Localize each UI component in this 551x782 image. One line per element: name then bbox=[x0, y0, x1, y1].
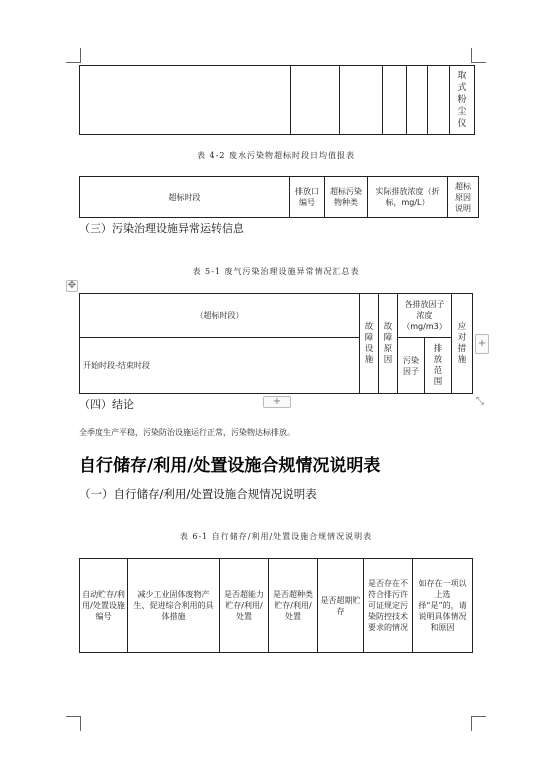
header-cell-over-capacity: 是否超能力贮存/利用/处置 bbox=[220, 559, 269, 653]
table-4-2 bbox=[79, 176, 479, 218]
header-cell-outlet: 排放口编号 bbox=[290, 177, 325, 218]
header-cell-pollutant bbox=[398, 338, 425, 394]
table-6-1-caption: 表 6-1 自行储存/利用/处置设施合规情况说明表 bbox=[179, 532, 373, 541]
corner-mark-bottom-left bbox=[66, 716, 81, 731]
table-6-1 bbox=[79, 558, 473, 653]
header-cell-concentration: 实际排放浓度（折标，mg/L） bbox=[368, 177, 448, 218]
table-4-2-caption: 表 4-2 废水污染物超标时段日均值报表 bbox=[197, 151, 355, 160]
header-cell-over-period: 是否超期贮存 bbox=[318, 559, 364, 653]
cell-text: 取式粉尘仪 bbox=[457, 71, 467, 129]
header-text: 故障设施 bbox=[364, 321, 374, 365]
row-label-time-range: 开始时段-结束时段 bbox=[80, 338, 360, 394]
corner-mark-top-left bbox=[66, 48, 81, 63]
header-cell-reason: 超标原因说明 bbox=[448, 177, 479, 218]
continuation-table bbox=[79, 65, 475, 135]
plus-icon[interactable]: + bbox=[263, 396, 291, 408]
header-cell-explanation: 如存在一项以上选择“是”的，请说明具体情况和原因 bbox=[413, 559, 473, 653]
header-cell-period: 超标时段 bbox=[80, 177, 290, 218]
header-cell-measure bbox=[452, 294, 473, 394]
header-text: 排放范围 bbox=[433, 343, 443, 387]
header-text: 污染因子 bbox=[403, 355, 419, 376]
header-cell-over-type: 是否超种类贮存/利用/处置 bbox=[269, 559, 318, 653]
header-cell-facility-id: 自动贮存/利用/处置设施编号 bbox=[80, 559, 128, 653]
table-cell bbox=[428, 66, 450, 135]
corner-mark-top-right bbox=[471, 48, 486, 63]
table-5-1 bbox=[79, 293, 473, 394]
header-cell-facility bbox=[360, 294, 379, 394]
section-4-heading: （四）结论 bbox=[79, 398, 134, 411]
table-cell bbox=[340, 66, 383, 135]
header-cell-reason bbox=[379, 294, 398, 394]
header-cell-range bbox=[425, 338, 452, 394]
row-label-period: （超标时段） bbox=[80, 294, 360, 338]
corner-mark-bottom-right bbox=[471, 716, 486, 731]
header-text: 故障原因 bbox=[383, 321, 393, 365]
table-5-1-caption: 表 5-1 废气污染治理设施异常情况汇总表 bbox=[192, 267, 360, 276]
table-cell bbox=[450, 66, 475, 135]
table-cell bbox=[291, 66, 340, 135]
resize-icon[interactable]: ⤡ bbox=[476, 396, 484, 407]
sub-section-heading: （一）自行储存/利用/处置设施合规情况说明表 bbox=[79, 487, 317, 501]
section-4-body: 全季度生产平稳，污染防治设施运行正常，污染物达标排放。 bbox=[79, 428, 295, 437]
section-3-heading: （三）污染治理设施异常运转信息 bbox=[79, 222, 244, 235]
header-cell-pollutant: 超标污染物种类 bbox=[325, 177, 368, 218]
header-cell-non-compliance: 是否存在不符合排污许可证规定污染防控技术要求的情况 bbox=[364, 559, 413, 653]
plus-icon[interactable]: + bbox=[475, 334, 489, 354]
table-cell bbox=[407, 66, 428, 135]
header-cell-factor: 各排放因子浓度（mg/m3） bbox=[398, 294, 452, 338]
table-cell bbox=[80, 66, 291, 135]
move-icon[interactable]: ✥ bbox=[67, 280, 77, 291]
table-cell bbox=[383, 66, 407, 135]
header-text: 应对措施 bbox=[457, 321, 467, 365]
header-cell-measures: 减少工业固体废物产生、促进综合利用的具体措施 bbox=[128, 559, 220, 653]
main-section-title: 自行储存/利用/处置设施合规情况说明表 bbox=[79, 456, 381, 476]
